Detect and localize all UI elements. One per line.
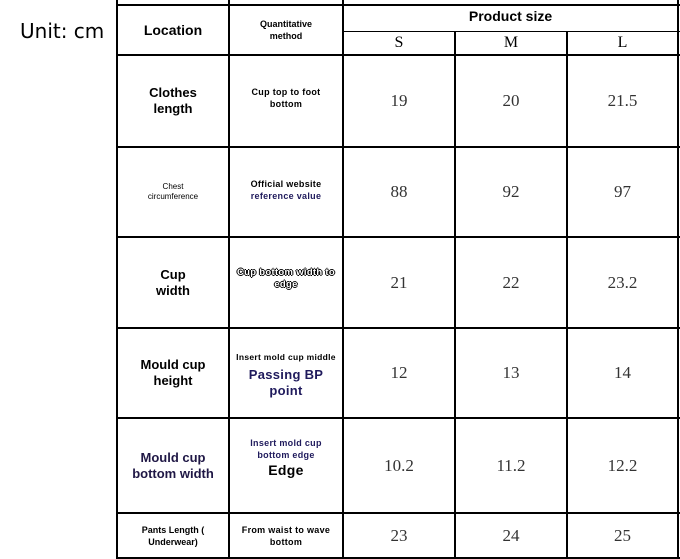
location-line: height	[153, 373, 193, 388]
value-l: 12.2	[607, 455, 638, 475]
row-method	[230, 329, 342, 417]
row-location	[118, 329, 228, 417]
location-line: Mould cup	[140, 357, 206, 372]
row-method	[230, 238, 342, 327]
method-line: Edge	[268, 462, 304, 478]
method-line: Cup bottom width to	[236, 267, 336, 278]
header-product-size: Product size	[468, 8, 553, 24]
table-border-right	[677, 0, 679, 559]
value-s: 12	[390, 363, 408, 382]
location-line: width	[156, 282, 190, 298]
value-l: 97	[614, 182, 631, 201]
row-method	[230, 514, 342, 557]
value-l: 23.2	[607, 272, 638, 292]
header-size-s: S	[394, 34, 404, 51]
value-l: 21.5	[607, 91, 638, 110]
location-line: circumference	[147, 192, 199, 201]
value-s: 23	[390, 525, 408, 545]
value-s: 19	[390, 91, 408, 110]
location-line: Cup	[160, 266, 186, 282]
method-line: Insert mold cup middle	[236, 352, 336, 362]
value-l: 14	[614, 363, 631, 382]
method-line: bottom	[269, 536, 303, 547]
header-method	[230, 6, 342, 54]
row-method	[230, 56, 342, 146]
method-line: From waist to wave	[241, 524, 331, 535]
location-line: length	[153, 101, 193, 116]
value-m: 13	[502, 363, 520, 382]
location-line: Pants Length (	[141, 524, 205, 535]
value-m: 24	[502, 525, 520, 545]
location-line: bottom width	[132, 465, 214, 481]
row-location	[118, 148, 228, 236]
location-line: Mould cup	[140, 449, 206, 465]
value-l: 25	[614, 525, 631, 545]
row-location	[118, 238, 228, 327]
header-location: Location	[143, 22, 203, 38]
row-method	[230, 148, 342, 236]
header-size-l: L	[617, 34, 628, 51]
method-line: bottom edge	[257, 450, 315, 460]
value-m: 22	[502, 272, 520, 292]
row-location	[118, 56, 228, 146]
method-line: reference value	[250, 191, 322, 201]
size-table	[116, 0, 680, 559]
method-line: Official website	[250, 179, 322, 189]
method-line: bottom	[269, 99, 303, 109]
location-line: Underwear)	[148, 536, 198, 547]
value-m: 92	[502, 182, 520, 201]
method-line: edge	[274, 279, 298, 290]
row-location	[118, 419, 228, 512]
method-line: point	[269, 383, 303, 398]
location-line: Chest	[162, 182, 184, 191]
value-s: 88	[390, 182, 408, 201]
header-method-line: Quantitative	[259, 19, 312, 29]
value-s: 10.2	[384, 455, 414, 475]
value-s: 21	[390, 272, 408, 292]
value-m: 20	[502, 91, 520, 110]
method-line: Cup top to foot	[251, 87, 321, 97]
row-location	[118, 514, 228, 557]
method-line: Insert mold cup	[250, 438, 322, 448]
row-method	[230, 419, 342, 512]
location-line: Clothes	[149, 85, 197, 100]
value-m: 11.2	[496, 455, 526, 475]
header-method-line: method	[269, 31, 303, 41]
method-line: Passing BP	[248, 367, 324, 382]
header-size-m: M	[503, 34, 519, 51]
unit-label: Unit: cm	[20, 19, 105, 43]
